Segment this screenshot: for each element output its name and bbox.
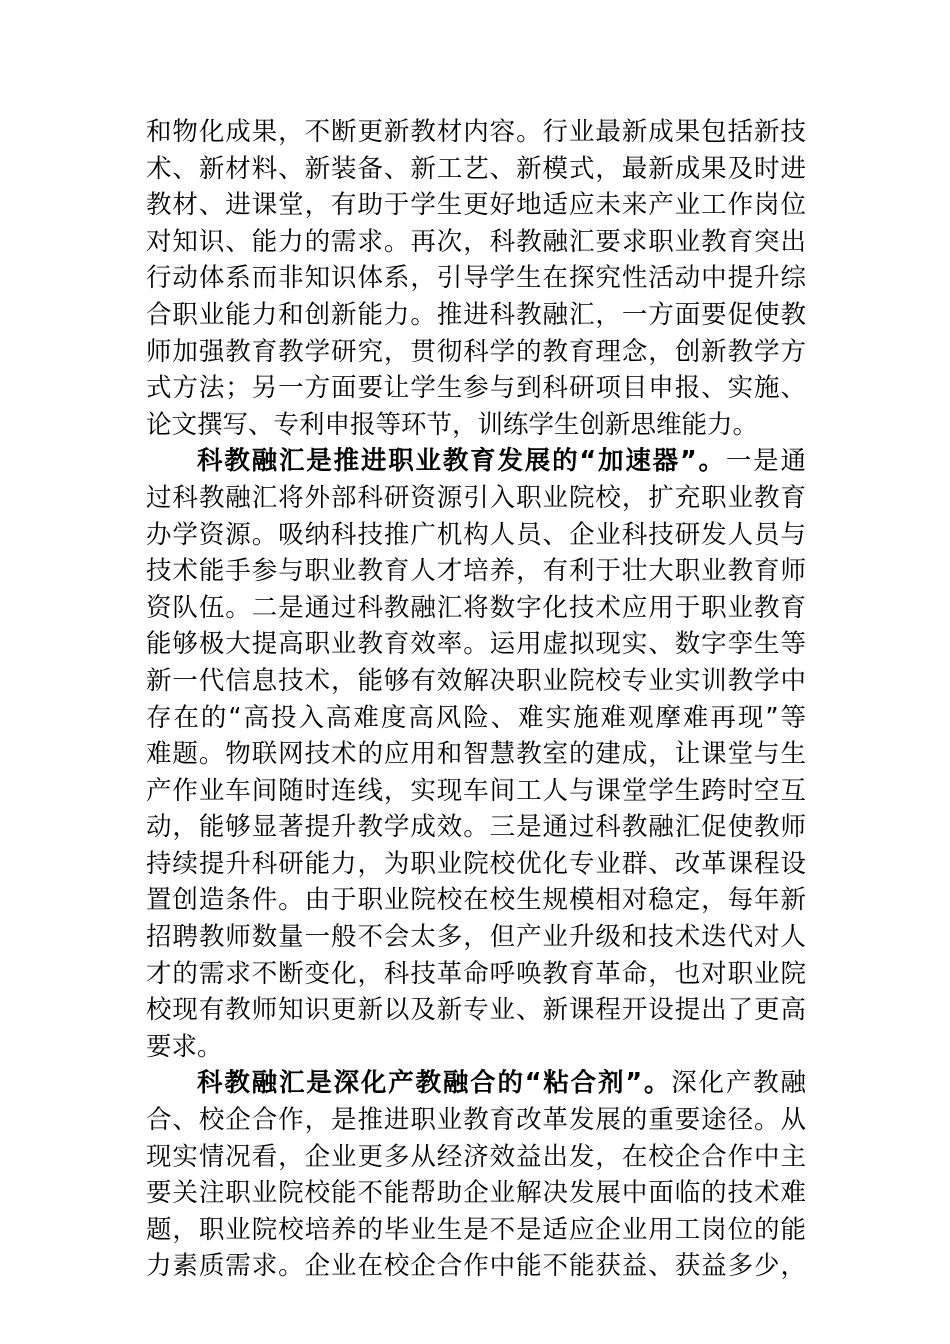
paragraph-3 xyxy=(146,1065,806,1285)
text-line: 能够极大提高职业教育效率。运用虚拟现实、数字孪生等 xyxy=(146,629,806,660)
text-line: 才的需求不断变化，科技革命呼唤教育革命，也对职业院 xyxy=(146,958,806,989)
text-line: 技术能手参与职业教育人才培养，有利于壮大职业教育师 xyxy=(146,556,806,587)
text-line: 动，能够显著提升教学成效。三是通过科教融汇促使教师 xyxy=(146,812,806,843)
text-line: 置创造条件。由于职业院校在校生规模相对稳定，每年新 xyxy=(146,885,806,916)
text-line: 题，职业院校培养的毕业生是不是适应企业用工岗位的能 xyxy=(146,1214,806,1245)
text-line: 力素质需求。企业在校企合作中能不能获益、获益多少， xyxy=(146,1251,806,1282)
paragraph-heading: 科教融汇是深化产教融合的“粘合剂”。 xyxy=(197,1068,672,1099)
paragraph-first-line-text: 一是通 xyxy=(725,446,806,477)
text-line: 难题。物联网技术的应用和智慧教室的建成，让课堂与生 xyxy=(146,739,806,770)
text-line: 资队伍。二是通过科教融汇将数字化技术应用于职业教育 xyxy=(146,592,806,623)
paragraph-first-line xyxy=(146,443,806,480)
text-line: 论文撰写、专利申报等环节，训练学生创新思维能力。 xyxy=(146,409,759,440)
text-line: 现实情况看，企业更多从经济效益出发，在校企合作中主 xyxy=(146,1141,806,1172)
text-line: 术、新材料、新装备、新工艺、新模式，最新成果及时进 xyxy=(146,153,806,184)
text-line: 对知识、能力的需求。再次，科教融汇要求职业教育突出 xyxy=(146,226,806,257)
text-line: 产作业车间随时连线，实现车间工人与课堂学生跨时空互 xyxy=(146,775,806,806)
text-line: 招聘教师数量一般不会太多，但产业升级和技术迭代对人 xyxy=(146,922,806,953)
text-line: 行动体系而非知识体系，引导学生在探究性活动中提升综 xyxy=(146,263,806,294)
text-line: 教材、进课堂，有助于学生更好地适应未来产业工作岗位 xyxy=(146,190,806,221)
paragraph-first-line-text: 深化产教融 xyxy=(671,1068,806,1099)
text-line: 和物化成果，不断更新教材内容。行业最新成果包括新技 xyxy=(146,117,806,147)
paragraph-first-line xyxy=(146,1065,806,1102)
paragraph-2 xyxy=(146,443,806,1065)
text-line: 办学资源。吸纳科技推广机构人员、企业科技研发人员与 xyxy=(146,519,806,550)
text-line: 式方法；另一方面要让学生参与到科研项目申报、实施、 xyxy=(146,373,806,404)
text-line: 师加强教育教学研究，贯彻科学的教育理念，创新教学方 xyxy=(146,336,806,367)
text-line: 新一代信息技术，能够有效解决职业院校专业实训教学中 xyxy=(146,665,806,696)
text-line: 合、校企合作，是推进职业教育改革发展的重要途径。从 xyxy=(146,1105,806,1136)
text-line: 存在的“高投入高难度高风险、难实施难观摩难再现”等 xyxy=(146,702,806,733)
paragraph-heading: 科教融汇是推进职业教育发展的“加速器”。 xyxy=(197,446,726,477)
text-line: 持续提升科研能力，为职业院校优化专业群、改革课程设 xyxy=(146,848,806,879)
text-line: 过科教融汇将外部科研资源引入职业院校，扩充职业教育 xyxy=(146,482,806,513)
document-body xyxy=(146,114,806,1285)
paragraph-1 xyxy=(146,114,806,443)
text-line: 校现有教师知识更新以及新专业、新课程开设提出了更高 xyxy=(146,995,806,1026)
text-line: 要求。 xyxy=(146,1031,223,1062)
text-line: 合职业能力和创新能力。推进科教融汇，一方面要促使教 xyxy=(146,299,806,330)
text-line: 要关注职业院校能不能帮助企业解决发展中面临的技术难 xyxy=(146,1178,806,1209)
